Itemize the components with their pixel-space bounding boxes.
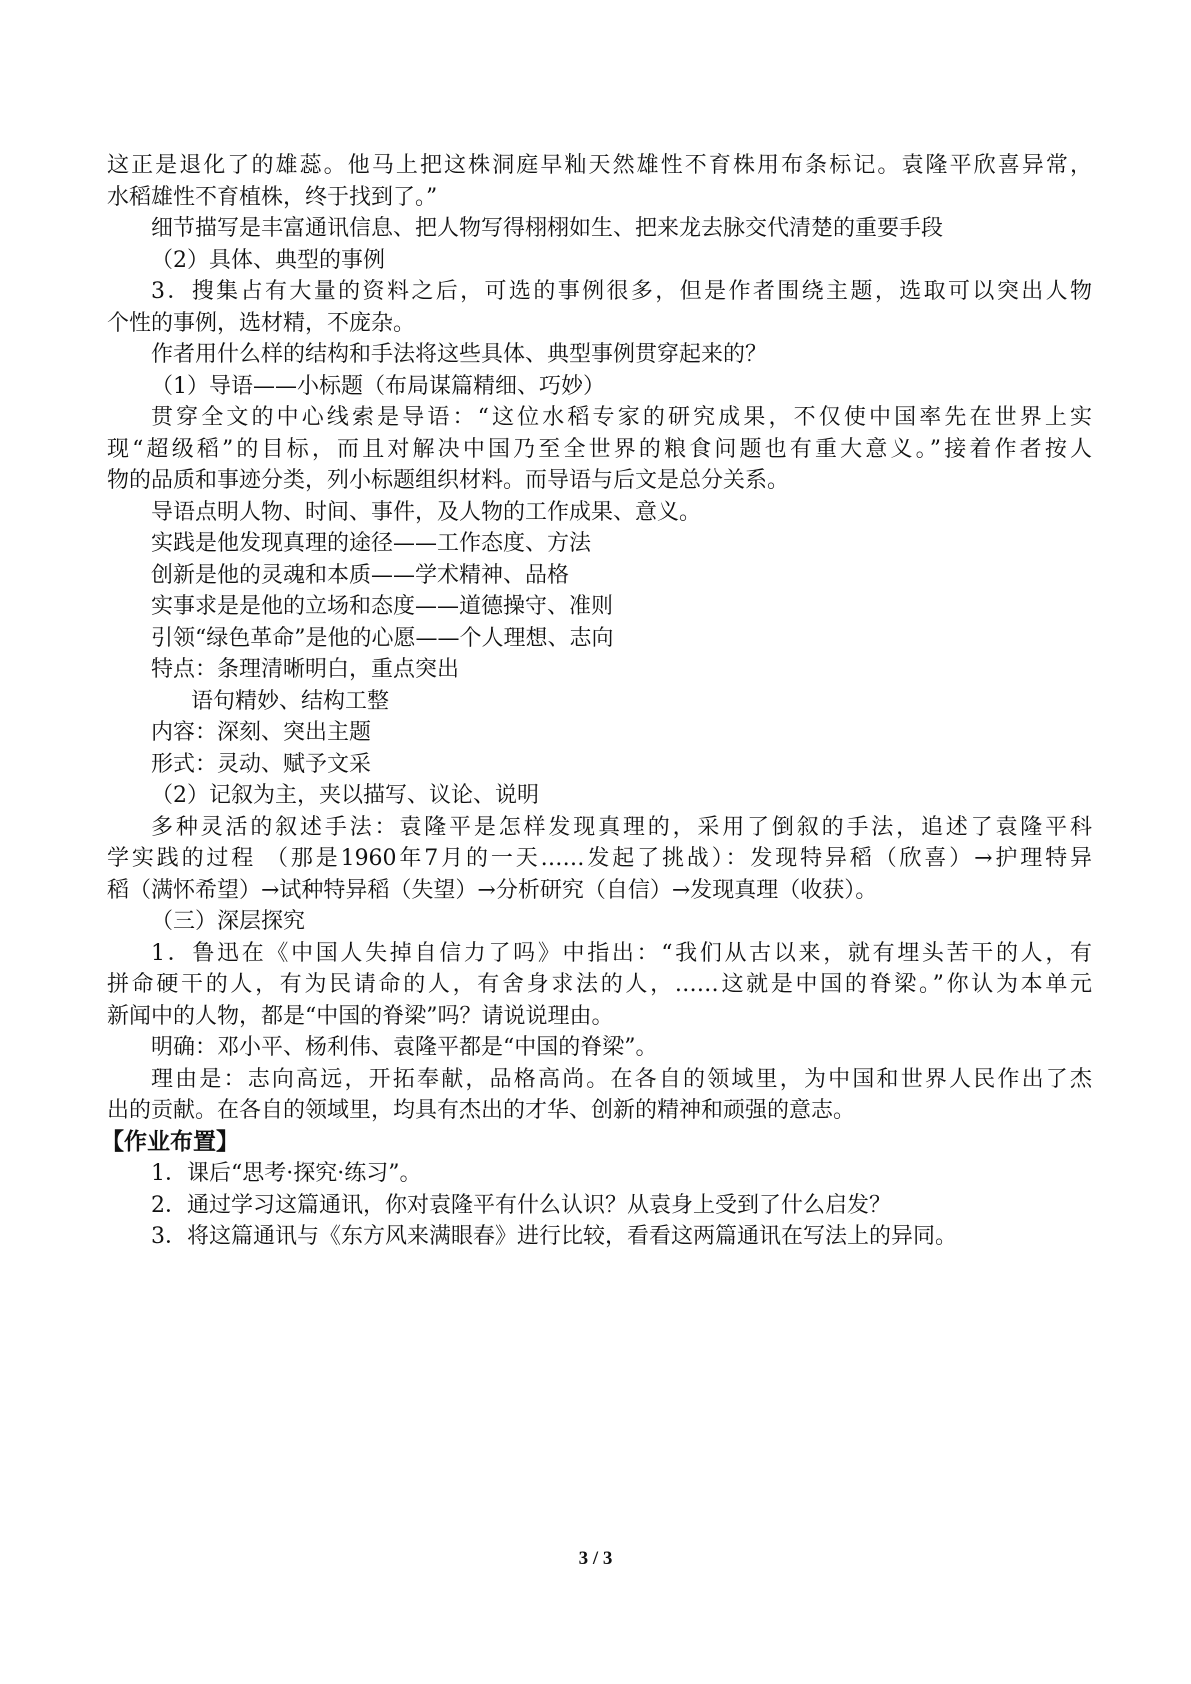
text-line: 3．搜集占有大量的资料之后，可选的事例很多，但是作者围绕主题，选取可以突出人物 bbox=[151, 279, 1092, 304]
text-line: 实事求是是他的立场和态度——道德操守、准则 bbox=[151, 594, 614, 619]
section-heading: 【作业布置】 bbox=[101, 1128, 239, 1155]
text-line: 现“超级稻”的目标，而且对解决中国乃至全世界的粮食问题也有重大意义。”接着作者按人 bbox=[107, 436, 1092, 462]
page-number: 3 / 3 bbox=[578, 1548, 613, 1569]
text-line: 这正是退化了的雄蕊。他马上把这株洞庭早籼天然雄性不育株用布条标记。袁隆平欣喜异常， bbox=[107, 153, 1092, 178]
text-line: （三）深层探究 bbox=[151, 909, 306, 934]
text-line: 1．课后“思考·探究·练习”。 bbox=[151, 1161, 422, 1186]
text-line: 明确：邓小平、杨利伟、袁隆平都是“中国的脊梁”。 bbox=[151, 1035, 658, 1060]
text-line: 新闻中的人物，都是“中国的脊梁”吗？请说说理由。 bbox=[107, 1003, 614, 1029]
text-line: 水稻雄性不育植株，终于找到了。” bbox=[107, 184, 438, 210]
text-line: 作者用什么样的结构和手法将这些具体、典型事例贯穿起来的？ bbox=[151, 342, 768, 367]
text-line: 学实践的过程 （那是1960年7月的一天……发起了挑战）：发现特异稻（欣喜）→护理特异 bbox=[107, 846, 1092, 871]
text-line: 创新是他的灵魂和本质——学术精神、品格 bbox=[151, 562, 570, 588]
text-line: 细节描写是丰富通讯信息、把人物写得栩栩如生、把来龙去脉交代清楚的重要手段 bbox=[151, 216, 944, 241]
text-line: 3．将这篇通讯与《东方风来满眼春》进行比较，看看这两篇通讯在写法上的异同。 bbox=[151, 1224, 957, 1249]
text-line: 多种灵活的叙述手法：袁隆平是怎样发现真理的，采用了倒叙的手法，追述了袁隆平科 bbox=[151, 814, 1092, 840]
text-line: 稻（满怀希望）→试种特异稻（失望）→分析研究（自信）→发现真理（收获）。 bbox=[107, 877, 878, 903]
text-line: 2．通过学习这篇通讯，你对袁隆平有什么认识？从袁身上受到了什么启发？ bbox=[151, 1192, 891, 1218]
text-line: （1）导语——小标题（布局谋篇精细、巧妙） bbox=[151, 373, 605, 399]
text-line: 个性的事例，选材精，不庞杂。 bbox=[107, 310, 416, 336]
text-line: 出的贡献。在各自的领域里，均具有杰出的才华、创新的精神和顽强的意志。 bbox=[107, 1098, 856, 1123]
text-line: 内容：深刻、突出主题 bbox=[151, 720, 372, 745]
text-line: （2）记叙为主，夹以描写、议论、说明 bbox=[151, 783, 539, 808]
text-line: 导语点明人物、时间、事件，及人物的工作成果、意义。 bbox=[151, 499, 702, 525]
text-line: 形式：灵动、赋予文采 bbox=[151, 751, 372, 777]
text-line: 引领“绿色革命”是他的心愿——个人理想、志向 bbox=[151, 625, 614, 651]
text-line: 理由是：志向高远，开拓奉献，品格高尚。在各自的领域里，为中国和世界人民作出了杰 bbox=[151, 1066, 1092, 1092]
text-line: 贯穿全文的中心线索是导语：“这位水稻专家的研究成果，不仅使中国率先在世界上实 bbox=[151, 405, 1092, 430]
document-body bbox=[101, 150, 1092, 1253]
text-line: 实践是他发现真理的途径——工作态度、方法 bbox=[151, 531, 592, 556]
text-line: 1．鲁迅在《中国人失掉自信力了吗》中指出：“我们从古以来，就有埋头苦干的人，有 bbox=[151, 940, 1092, 966]
text-line: （2）具体、典型的事例 bbox=[151, 247, 385, 273]
text-line: 拼命硬干的人，有为民请命的人，有舍身求法的人，……这就是中国的脊梁。”你认为本单元 bbox=[107, 972, 1092, 997]
text-line: 特点：条理清晰明白，重点突出 bbox=[151, 657, 460, 682]
text-line: 物的品质和事迹分类，列小标题组织材料。而导语与后文是总分关系。 bbox=[107, 468, 790, 493]
text-line: 语句精妙、结构工整 bbox=[191, 688, 390, 714]
